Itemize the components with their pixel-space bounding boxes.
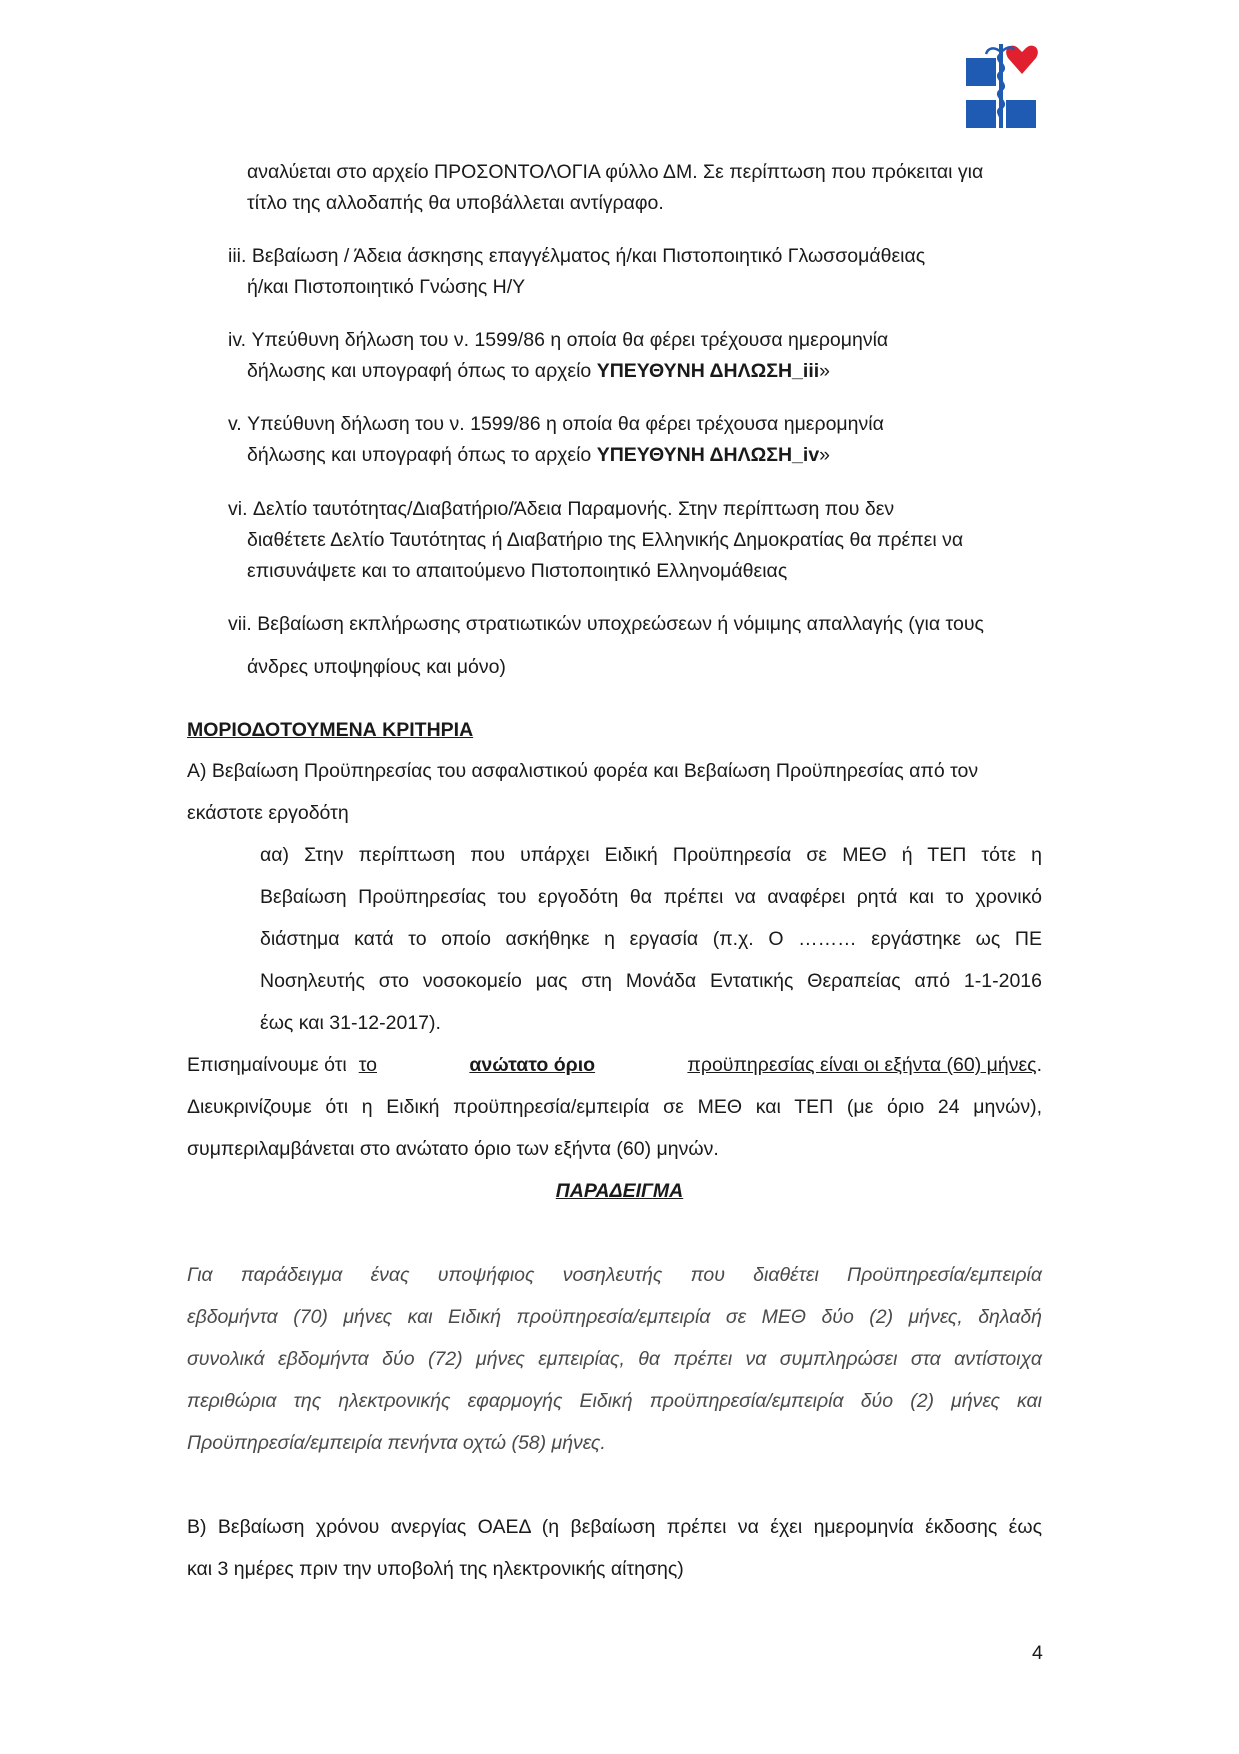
logo-cross-top-left — [966, 58, 996, 86]
example-line1: Για παράδειγμα ένας υποψήφιος νοσηλευτής που διαθέτει Προϋπηρεσία/εμπειρία — [187, 1264, 1042, 1286]
list-item-iv-line2: δήλωσης και υπογραφή όπως το αρχείο ΥΠΕΥΘΥΝΗ ΔΗΛΩΣΗ_iii» — [247, 360, 831, 382]
criteria-a-line1: Α) Βεβαίωση Προϋπηρεσίας του ασφαλιστικού φορέα και Βεβαίωση Προϋπηρεσίας από τον — [187, 760, 979, 782]
criteria-heading: ΜΟΡΙΟΔΟΤΟΥΜΕΝΑ ΚΡΙΤΗΡΙΑ — [187, 719, 474, 741]
criteria-a-line2: εκάστοτε εργοδότη — [187, 802, 349, 824]
list-item-vii-line1: vii. Βεβαίωση εκπλήρωσης στρατιωτικών υποχρεώσεων ή νόμιμης απαλλαγής (για τους — [228, 613, 984, 635]
criteria-b-line2: και 3 ημέρες πριν την υποβολή της ηλεκτρονικής αίτησης) — [187, 1558, 684, 1580]
heart-icon — [1006, 46, 1038, 74]
criteria-aa-line5: έως και 31-12-2017). — [260, 1012, 441, 1034]
example-line2: εβδομήντα (70) μήνες και Ειδική προϋπηρεσία/εμπειρία σε ΜΕΘ δύο (2) μήνες, δηλαδή — [187, 1306, 1042, 1328]
list-item-v-line1: v. Υπεύθυνη δήλωση του ν. 1599/86 η οποία θα φέρει τρέχουσα ημερομηνία — [228, 413, 884, 435]
note-line1: Επισημαίνουμε ότι το ανώτατο όριο προϋπηρεσίας είναι οι εξήντα (60) μήνες . — [187, 1054, 1042, 1076]
list-item-iv-line1: iv. Υπεύθυνη δήλωση του ν. 1599/86 η οποία θα φέρει τρέχουσα ημερομηνία — [228, 329, 889, 351]
page-number: 4 — [1032, 1642, 1043, 1664]
list-continuation-line1: αναλύεται στο αρχείο ΠΡΟΣΟΝΤΟΛΟΓΙΑ φύλλο ΔΜ. Σε περίπτωση που πρόκειται για — [247, 161, 984, 183]
list-item-iii-line2: ή/και Πιστοποιητικό Γνώσης Η/Υ — [247, 276, 526, 298]
note-line2: Διευκρινίζουμε ότι η Ειδική προϋπηρεσία/εμπειρία σε ΜΕΘ και ΤΕΠ (με όριο 24 μηνών), — [187, 1096, 1042, 1118]
example-heading: ΠΑΡΑΔΕΙΓΜΑ — [555, 1180, 684, 1202]
logo-cross-bottom-left — [966, 100, 996, 128]
list-continuation-line2: τίτλο της αλλοδαπής θα υποβάλλεται αντίγραφο. — [247, 192, 664, 214]
list-item-vi-line3: επισυνάψετε και το απαιτούμενο Πιστοποιητικό Ελληνομάθειας — [247, 560, 788, 582]
criteria-aa-line4: Νοσηλευτής στο νοσοκομείο μας στη Μονάδα Εντατικής Θεραπείας από 1-1-2016 — [260, 970, 1042, 992]
logo-cross-bottom-right — [1006, 100, 1036, 128]
example-line5: Προϋπηρεσία/εμπειρία πενήντα οχτώ (58) μήνες. — [187, 1432, 606, 1454]
note-line3: συμπεριλαμβάνεται στο ανώτατο όριο των εξήντα (60) μηνών. — [187, 1138, 719, 1160]
ministry-logo — [966, 44, 1046, 128]
criteria-aa-line1: αα) Στην περίπτωση που υπάρχει Ειδική Προϋπηρεσία σε ΜΕΘ ή ΤΕΠ τότε η — [260, 844, 1042, 866]
criteria-b-line1: Β) Βεβαίωση χρόνου ανεργίας ΟΑΕΔ (η βεβαίωση πρέπει να έχει ημερομηνία έκδοσης έως — [187, 1516, 1042, 1538]
list-item-v-line2: δήλωσης και υπογραφή όπως το αρχείο ΥΠΕΥΘΥΝΗ ΔΗΛΩΣΗ_iv» — [247, 444, 831, 466]
list-item-vii-line2: άνδρες υποψηφίους και μόνο) — [247, 656, 506, 678]
list-item-vi-line1: vi. Δελτίο ταυτότητας/Διαβατήριο/Άδεια Παραμονής. Στην περίπτωση που δεν — [228, 498, 895, 520]
example-line3: συνολικά εβδομήντα δύο (72) μήνες εμπειρίας, θα πρέπει να συμπληρώσει στα αντίστοιχα — [187, 1348, 1042, 1370]
list-item-iii-line1: iii. Βεβαίωση / Άδεια άσκησης επαγγέλματος ή/και Πιστοποιητικό Γλωσσομάθειας — [228, 245, 926, 267]
list-item-vi-line2: διαθέτετε Δελτίο Ταυτότητας ή Διαβατήριο της Ελληνικής Δημοκρατίας θα πρέπει να — [247, 529, 964, 551]
criteria-aa-line2: Βεβαίωση Προϋπηρεσίας του εργοδότη θα πρέπει να αναφέρει ρητά και το χρονικό — [260, 886, 1042, 908]
example-line4: περιθώρια της ηλεκτρονικής εφαρμογής Ειδική προϋπηρεσία/εμπειρία δύο (2) μήνες και — [187, 1390, 1042, 1412]
criteria-aa-line3: διάστημα κατά το οποίο ασκήθηκε η εργασία (π.χ. Ο ……… εργάστηκε ως ΠΕ — [260, 928, 1042, 950]
